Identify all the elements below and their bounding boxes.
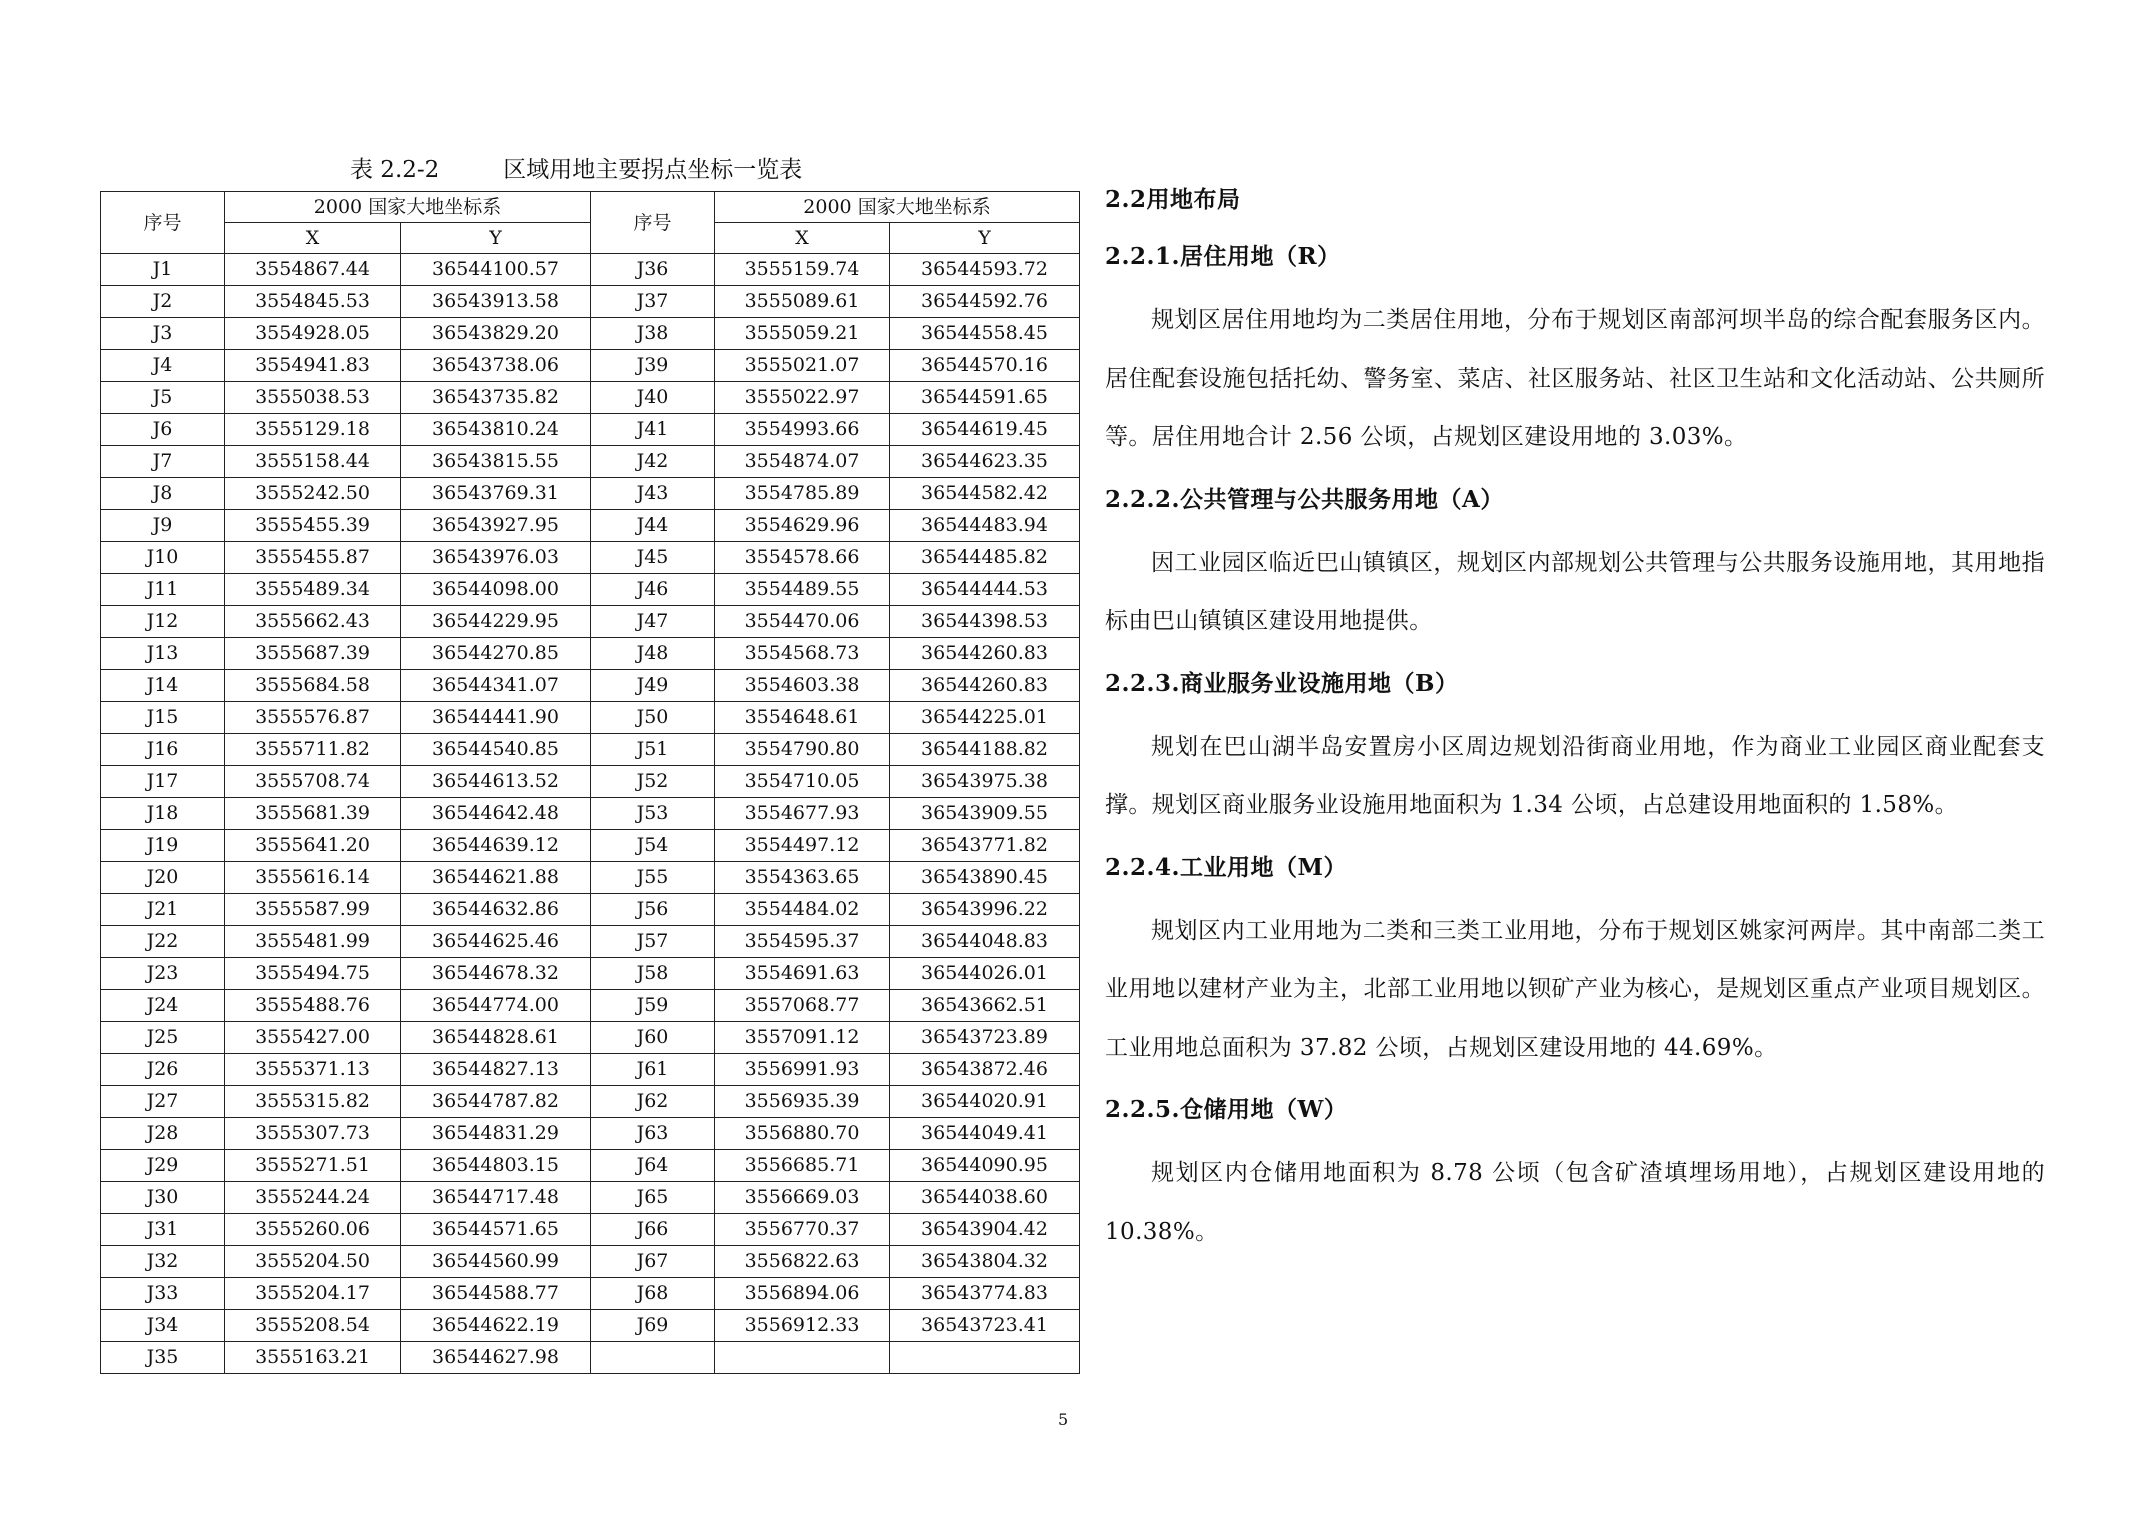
x-coord-cell: 3554484.02 [715,894,890,926]
table-row [101,1086,1080,1118]
y-coord-cell: 36543976.03 [401,542,591,574]
table-row [101,478,1080,510]
x-coord-cell: 3554363.65 [715,862,890,894]
y-coord-cell: 36543975.38 [890,766,1080,798]
table-row [101,1310,1080,1342]
y-coord-cell: 36544828.61 [401,1022,591,1054]
y-coord-cell: 36544049.41 [890,1118,1080,1150]
x-coord-cell: 3554867.44 [225,254,401,286]
point-id-cell: J56 [591,894,715,926]
y-coord-cell: 36544540.85 [401,734,591,766]
point-id-cell: J6 [101,414,225,446]
point-id-cell: J57 [591,926,715,958]
x-coord-cell: 3557068.77 [715,990,890,1022]
y-coord-cell: 36544398.53 [890,606,1080,638]
point-id-cell: J64 [591,1150,715,1182]
point-id-cell: J17 [101,766,225,798]
point-id-cell [591,1342,715,1374]
x-coord-cell: 3555662.43 [225,606,401,638]
x-coord-cell: 3556822.63 [715,1246,890,1278]
x-coord-cell: 3555089.61 [715,286,890,318]
point-id-cell: J31 [101,1214,225,1246]
table-row [101,1214,1080,1246]
y-coord-cell: 36544639.12 [401,830,591,862]
x-coord-cell: 3556894.06 [715,1278,890,1310]
x-coord-cell: 3555711.82 [225,734,401,766]
table-row [101,254,1080,286]
land-layout-section [1105,172,2045,1265]
x-coord-cell: 3555204.50 [225,1246,401,1278]
point-id-cell: J8 [101,478,225,510]
point-id-cell: J42 [591,446,715,478]
point-id-cell: J48 [591,638,715,670]
section-heading: 2.2用地布局 [1105,186,1241,213]
coordinate-table [100,191,1080,1374]
x-coord-cell: 3557091.12 [715,1022,890,1054]
x-coord-cell: 3555021.07 [715,350,890,382]
x-coord-cell: 3555159.74 [715,254,890,286]
table-row [101,798,1080,830]
seq-header: 序号 [591,192,715,254]
x-coord-cell: 3555494.75 [225,958,401,990]
x-coord-cell: 3555129.18 [225,414,401,446]
point-id-cell: J12 [101,606,225,638]
point-id-cell: J5 [101,382,225,414]
y-coord-cell: 36544100.57 [401,254,591,286]
table-row [101,734,1080,766]
y-coord-cell: 36543904.42 [890,1214,1080,1246]
y-coord-cell: 36544260.83 [890,670,1080,702]
x-coord-cell: 3555244.24 [225,1182,401,1214]
y-coord-cell: 36544229.95 [401,606,591,638]
x-coord-cell: 3554874.07 [715,446,890,478]
x-coord-cell: 3554993.66 [715,414,890,446]
x-coord-cell: 3555371.13 [225,1054,401,1086]
seq-header: 序号 [101,192,225,254]
section-heading: 2.2.5.仓储用地（W） [1105,1096,1348,1123]
section-paragraph: 规划区内工业用地为二类和三类工业用地，分布于规划区姚家河两岸。其中南部二类工业用地以建材产业为主，北部工业用地以钡矿产业为核心，是规划区重点产业项目规划区。工业用地总面积为 37.82 公顷，占规划区建设用地的 44.69%。 [1105,917,2045,1061]
table-row [101,382,1080,414]
point-id-cell: J43 [591,478,715,510]
y-coord-cell: 36543810.24 [401,414,591,446]
table-row [101,350,1080,382]
point-id-cell: J14 [101,670,225,702]
y-coord-cell: 36544048.83 [890,926,1080,958]
point-id-cell: J35 [101,1342,225,1374]
y-coord-cell: 36543774.83 [890,1278,1080,1310]
y-coord-cell: 36544613.52 [401,766,591,798]
point-id-cell: J32 [101,1246,225,1278]
x-coord-cell: 3554489.55 [715,574,890,606]
point-id-cell: J63 [591,1118,715,1150]
table-row [101,286,1080,318]
point-id-cell: J38 [591,318,715,350]
point-id-cell: J36 [591,254,715,286]
point-id-cell: J10 [101,542,225,574]
x-coord-cell: 3555271.51 [225,1150,401,1182]
x-header: X [225,223,401,254]
y-coord-cell: 36544593.72 [890,254,1080,286]
y-coord-cell: 36544588.77 [401,1278,591,1310]
y-coord-cell: 36544622.19 [401,1310,591,1342]
x-coord-cell: 3555163.21 [225,1342,401,1374]
x-coord-cell: 3554691.63 [715,958,890,990]
table-row [101,446,1080,478]
point-id-cell: J20 [101,862,225,894]
y-coord-cell: 36544570.16 [890,350,1080,382]
point-id-cell: J28 [101,1118,225,1150]
y-coord-cell: 36544090.95 [890,1150,1080,1182]
x-coord-cell: 3555427.00 [225,1022,401,1054]
point-id-cell: J66 [591,1214,715,1246]
y-coord-cell: 36543723.41 [890,1310,1080,1342]
y-coord-cell: 36544571.65 [401,1214,591,1246]
x-coord-cell: 3554629.96 [715,510,890,542]
x-coord-cell: 3554790.80 [715,734,890,766]
y-coord-cell: 36543771.82 [890,830,1080,862]
y-coord-cell: 36544592.76 [890,286,1080,318]
table-row [101,510,1080,542]
table-row [101,1054,1080,1086]
y-coord-cell: 36544621.88 [401,862,591,894]
point-id-cell: J54 [591,830,715,862]
x-coord-cell: 3555208.54 [225,1310,401,1342]
y-coord-cell: 36543829.20 [401,318,591,350]
x-coord-cell: 3555616.14 [225,862,401,894]
x-coord-cell: 3555488.76 [225,990,401,1022]
x-coord-cell: 3555204.17 [225,1278,401,1310]
point-id-cell: J67 [591,1246,715,1278]
y-coord-cell: 36544632.86 [401,894,591,926]
table-row [101,1022,1080,1054]
point-id-cell: J44 [591,510,715,542]
point-id-cell: J45 [591,542,715,574]
table-row [101,606,1080,638]
table-row [101,894,1080,926]
x-coord-cell: 3554578.66 [715,542,890,574]
y-coord-cell: 36544803.15 [401,1150,591,1182]
x-coord-cell: 3554470.06 [715,606,890,638]
section-heading: 2.2.1.居住用地（R） [1105,243,1341,270]
y-coord-cell: 36544582.42 [890,478,1080,510]
y-coord-cell: 36543996.22 [890,894,1080,926]
y-coord-cell: 36544623.35 [890,446,1080,478]
x-coord-cell: 3554568.73 [715,638,890,670]
section-heading: 2.2.2.公共管理与公共服务用地（A） [1105,485,1504,513]
x-coord-cell: 3554710.05 [715,766,890,798]
point-id-cell: J15 [101,702,225,734]
x-coord-cell: 3556770.37 [715,1214,890,1246]
y-coord-cell: 36544026.01 [890,958,1080,990]
y-coord-cell: 36544678.32 [401,958,591,990]
x-coord-cell: 3555684.58 [225,670,401,702]
x-coord-cell: 3555641.20 [225,830,401,862]
point-id-cell: J16 [101,734,225,766]
point-id-cell: J22 [101,926,225,958]
table-row [101,862,1080,894]
coord-system-header: 2000 国家大地坐标系 [715,192,1080,223]
point-id-cell: J46 [591,574,715,606]
point-id-cell: J1 [101,254,225,286]
y-coord-cell: 36543927.95 [401,510,591,542]
table-row [101,638,1080,670]
table-row [101,1182,1080,1214]
point-id-cell: J37 [591,286,715,318]
point-id-cell: J33 [101,1278,225,1310]
y-coord-cell: 36544627.98 [401,1342,591,1374]
table-row [101,318,1080,350]
table-row [101,766,1080,798]
section-paragraph: 因工业园区临近巴山镇镇区，规划区内部规划公共管理与公共服务设施用地，其用地指标由巴山镇镇区建设用地提供。 [1105,549,2045,634]
y-coord-cell: 36544717.48 [401,1182,591,1214]
table-row [101,1118,1080,1150]
x-coord-cell: 3556669.03 [715,1182,890,1214]
x-coord-cell: 3555307.73 [225,1118,401,1150]
x-coord-cell: 3554785.89 [715,478,890,510]
x-coord-cell: 3555489.34 [225,574,401,606]
point-id-cell: J60 [591,1022,715,1054]
x-coord-cell: 3554595.37 [715,926,890,958]
point-id-cell: J7 [101,446,225,478]
point-id-cell: J30 [101,1182,225,1214]
x-coord-cell: 3555455.87 [225,542,401,574]
y-coord-cell: 36544642.48 [401,798,591,830]
x-coord-cell [715,1342,890,1374]
y-coord-cell: 36544787.82 [401,1086,591,1118]
table-row [101,542,1080,574]
point-id-cell: J68 [591,1278,715,1310]
table-row [101,1278,1080,1310]
point-id-cell: J3 [101,318,225,350]
x-coord-cell: 3555687.39 [225,638,401,670]
y-coord-cell: 36544260.83 [890,638,1080,670]
point-id-cell: J24 [101,990,225,1022]
table-row [101,574,1080,606]
section-paragraph: 规划在巴山湖半岛安置房小区周边规划沿街商业用地，作为商业工业园区商业配套支撑。规划区商业服务业设施用地面积为 1.34 公顷，占总建设用地面积的 1.58%。 [1105,733,2045,818]
point-id-cell: J21 [101,894,225,926]
point-id-cell: J49 [591,670,715,702]
y-coord-cell: 36544619.45 [890,414,1080,446]
point-id-cell: J34 [101,1310,225,1342]
y-coord-cell: 36544341.07 [401,670,591,702]
y-coord-cell: 36543890.45 [890,862,1080,894]
section-paragraph: 规划区居住用地均为二类居住用地，分布于规划区南部河坝半岛的综合配套服务区内。居住配套设施包括托幼、警务室、菜店、社区服务站、社区卫生站和文化活动站、公共厕所等。居住用地合计 2.56 公顷，占规划区建设用地的 3.03%。 [1105,307,2045,450]
table-row [101,830,1080,862]
y-coord-cell: 36543735.82 [401,382,591,414]
y-coord-cell: 36544225.01 [890,702,1080,734]
y-coord-cell: 36544558.45 [890,318,1080,350]
x-coord-cell: 3556991.93 [715,1054,890,1086]
x-coord-cell: 3554648.61 [715,702,890,734]
y-coord-cell: 36544560.99 [401,1246,591,1278]
y-coord-cell: 36543738.06 [401,350,591,382]
table-row [101,702,1080,734]
point-id-cell: J53 [591,798,715,830]
x-coord-cell: 3555455.39 [225,510,401,542]
table-title: 区域用地主要拐点坐标一览表 [503,157,803,183]
point-id-cell: J25 [101,1022,225,1054]
point-id-cell: J69 [591,1310,715,1342]
point-id-cell: J65 [591,1182,715,1214]
y-coord-cell: 36544444.53 [890,574,1080,606]
x-coord-cell: 3555260.06 [225,1214,401,1246]
y-coord-cell: 36544441.90 [401,702,591,734]
point-id-cell: J50 [591,702,715,734]
x-coord-cell: 3555315.82 [225,1086,401,1118]
table-row [101,1246,1080,1278]
x-coord-cell: 3556935.39 [715,1086,890,1118]
x-coord-cell: 3555587.99 [225,894,401,926]
table-number: 表 2.2-2 [350,157,440,183]
x-coord-cell: 3554941.83 [225,350,401,382]
x-coord-cell: 3556685.71 [715,1150,890,1182]
x-coord-cell: 3556880.70 [715,1118,890,1150]
point-id-cell: J13 [101,638,225,670]
section-heading: 2.2.4.工业用地（M） [1105,853,1347,881]
x-coord-cell: 3554497.12 [715,830,890,862]
point-id-cell: J4 [101,350,225,382]
point-id-cell: J19 [101,830,225,862]
point-id-cell: J11 [101,574,225,606]
x-coord-cell: 3555158.44 [225,446,401,478]
point-id-cell: J51 [591,734,715,766]
point-id-cell: J9 [101,510,225,542]
x-coord-cell: 3554603.38 [715,670,890,702]
table-row [101,1342,1080,1374]
y-coord-cell: 36544591.65 [890,382,1080,414]
x-coord-cell: 3554845.53 [225,286,401,318]
y-coord-cell: 36544483.94 [890,510,1080,542]
x-coord-cell: 3555481.99 [225,926,401,958]
point-id-cell: J23 [101,958,225,990]
page-number: 5 [1058,1410,1069,1429]
section-paragraph: 规划区内仓储用地面积为 8.78 公顷（包含矿渣填埋场用地），占规划区建设用地的 10.38%。 [1105,1160,2045,1245]
y-coord-cell: 36544774.00 [401,990,591,1022]
y-coord-cell: 36543662.51 [890,990,1080,1022]
y-coord-cell: 36544038.60 [890,1182,1080,1214]
y-coord-cell: 36543913.58 [401,286,591,318]
y-coord-cell: 36544625.46 [401,926,591,958]
y-coord-cell: 36543804.32 [890,1246,1080,1278]
x-coord-cell: 3556912.33 [715,1310,890,1342]
x-coord-cell: 3554677.93 [715,798,890,830]
point-id-cell: J47 [591,606,715,638]
x-coord-cell: 3554928.05 [225,318,401,350]
y-coord-cell: 36544188.82 [890,734,1080,766]
y-coord-cell: 36543872.46 [890,1054,1080,1086]
point-id-cell: J40 [591,382,715,414]
point-id-cell: J26 [101,1054,225,1086]
point-id-cell: J59 [591,990,715,1022]
point-id-cell: J2 [101,286,225,318]
y-coord-cell: 36544270.85 [401,638,591,670]
y-coord-cell: 36543769.31 [401,478,591,510]
section-heading: 2.2.3.商业服务业设施用地（B） [1105,669,1459,697]
point-id-cell: J58 [591,958,715,990]
y-coord-cell [890,1342,1080,1374]
y-coord-cell: 36544831.29 [401,1118,591,1150]
x-coord-cell: 3555708.74 [225,766,401,798]
point-id-cell: J39 [591,350,715,382]
point-id-cell: J52 [591,766,715,798]
x-header: X [715,223,890,254]
y-coord-cell: 36544485.82 [890,542,1080,574]
point-id-cell: J41 [591,414,715,446]
y-coord-cell: 36543723.89 [890,1022,1080,1054]
point-id-cell: J18 [101,798,225,830]
table-row [101,958,1080,990]
y-coord-cell: 36544098.00 [401,574,591,606]
x-coord-cell: 3555059.21 [715,318,890,350]
table-row [101,990,1080,1022]
point-id-cell: J27 [101,1086,225,1118]
point-id-cell: J55 [591,862,715,894]
x-coord-cell: 3555022.97 [715,382,890,414]
coord-system-header: 2000 国家大地坐标系 [225,192,591,223]
y-header: Y [890,223,1080,254]
y-coord-cell: 36544827.13 [401,1054,591,1086]
x-coord-cell: 3555038.53 [225,382,401,414]
point-id-cell: J62 [591,1086,715,1118]
table-row [101,414,1080,446]
point-id-cell: J29 [101,1150,225,1182]
point-id-cell: J61 [591,1054,715,1086]
y-coord-cell: 36544020.91 [890,1086,1080,1118]
table-row [101,670,1080,702]
y-coord-cell: 36543909.55 [890,798,1080,830]
table-row [101,1150,1080,1182]
y-header: Y [401,223,591,254]
table-row [101,926,1080,958]
y-coord-cell: 36543815.55 [401,446,591,478]
x-coord-cell: 3555681.39 [225,798,401,830]
x-coord-cell: 3555242.50 [225,478,401,510]
x-coord-cell: 3555576.87 [225,702,401,734]
table-caption [350,152,802,188]
